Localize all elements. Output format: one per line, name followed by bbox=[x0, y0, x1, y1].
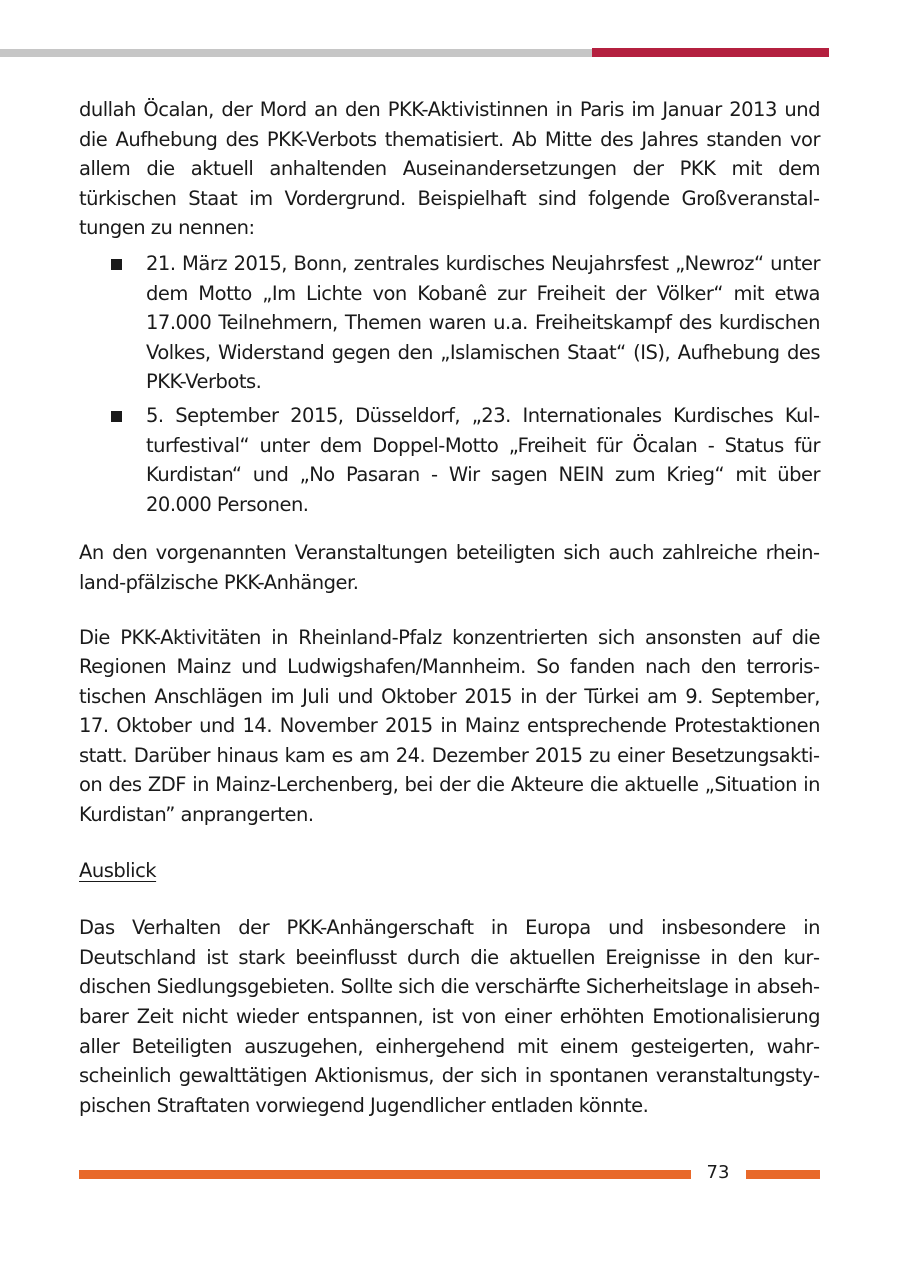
list-item bbox=[79, 401, 820, 519]
paragraph-outlook: Das Verhalten der PKK-Anhängerschaft in Europa und insbesondere in Deutschland ist stark beeinflusst durch die aktuellen Ereignisse in den kurdischen Siedlungsgebieten. Sollte sich die verschärfte Sicherheitslage in absehbarer Zeit nicht wieder entspannen, ist von einer erhöhten Emotionalisierung aller Beteiligten auszugehen, einhergehend mit einem gesteigerten, wahrscheinlich gewalttätigen Aktionismus, der sich in spontanen veranstaltungstypischen Straftaten vorwiegend Jugendlicher entladen könnte. bbox=[79, 916, 820, 1117]
event-list bbox=[79, 249, 820, 519]
paragraph-regional-activities: Die PKK-Aktivitäten in Rheinland-Pfalz konzentrierten sich ansonsten auf die Regionen Mainz und Ludwigshafen/Mannheim. So fanden nach den terroristischen Anschlägen im Juli und Oktober 2015 in der Türkei am 9. September, 17. Oktober und 14. November 2015 in Mainz entsprechende Protestaktionen statt. Darüber hinaus kam es am 24. Dezember 2015 zu einer Besetzungsaktion des ZDF in Mainz-Lerchenberg, bei der die Akteure die aktuelle „Situation in Kurdistan” anprangerten. bbox=[79, 625, 820, 827]
list-item-text: 21. März 2015, Bonn, zentrales kurdisches Neujahrsfest „Newroz“ unter dem Motto „Im Lichte von Kobanê zur Freiheit der Völker“ mit etwa 17.000 Teilnehmern, Themen waren u.a. Freiheitskampf des kurdischen Volkes, Widerstand gegen den „Islamischen Staat“ (IS), Aufhebung des PKK-Verbots. bbox=[146, 251, 820, 394]
footer-bar-right bbox=[746, 1170, 820, 1179]
header-bar-gray bbox=[0, 49, 592, 57]
page-number: 73 bbox=[706, 1162, 730, 1183]
square-bullet-icon bbox=[111, 411, 122, 422]
footer-bar-left bbox=[79, 1170, 691, 1179]
header-bar-red bbox=[592, 48, 829, 57]
paragraph-intro: dullah Öcalan, der Mord an den PKK-Aktivistinnen in Paris im Januar 2013 und die Aufhebung des PKK-Verbots thematisiert. Ab Mitte des Jahres standen vor allem die aktuell anhaltenden Auseinandersetzungen der PKK mit dem türkischen Staat im Vordergrund. Beispielhaft sind folgende Großveranstaltungen zu nennen: bbox=[79, 98, 820, 240]
page-content bbox=[79, 95, 820, 1120]
paragraph-participants: An den vorgenannten Veranstaltungen beteiligten sich auch zahlreiche rheinland-pfälzische PKK-Anhänger. bbox=[79, 541, 820, 594]
list-item-text: 5. September 2015, Düsseldorf, „23. Internationales Kurdisches Kulturfestival“ unter dem Doppel-Motto „Freiheit für Öcalan - Status für Kurdistan“ und „No Pasaran - Wir sagen NEIN zum Krieg“ mit über 20.000 Personen. bbox=[146, 403, 820, 516]
square-bullet-icon bbox=[111, 259, 122, 270]
section-heading: Ausblick bbox=[79, 858, 157, 882]
list-item bbox=[79, 249, 820, 397]
